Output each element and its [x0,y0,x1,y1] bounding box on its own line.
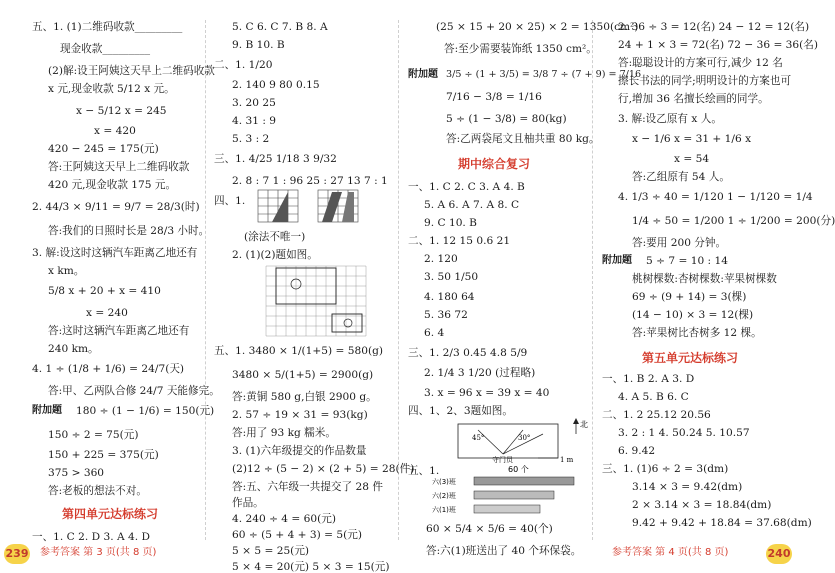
text-line: x − 5/12 x = 245 [76,105,167,117]
text-line: 答:我们的日照时长是 28/3 小时。 [48,225,210,237]
text-line: 4. 31 : 9 [232,115,276,127]
text-line: 答:这时这辆汽车距离乙地还有 [48,325,190,337]
text-line: 5. C 6. C 7. B 8. A [232,21,328,33]
section-tag: 附加题 [408,69,438,80]
text-line: (2)解:设王阿姨这天早上二维码收款 [48,65,215,77]
column-divider [592,20,593,540]
text-line: 5 ÷ 7 = 10 : 14 [646,255,728,267]
text-line: 作品。 [232,497,264,509]
text-line: x 元,现金收款 5/12 x 元。 [48,83,175,95]
text-line: 四、1. [214,195,246,207]
text-line: 5. A 6. A 7. A 8. C [424,199,520,211]
text-line: 60 ÷ (5 + 4 + 3) = 5(元) [232,529,363,541]
text-line: 答:六(1)班送出了 40 个环保袋。 [426,545,582,557]
text-line: 5. 3 : 2 [232,133,270,145]
text-line: 桃树棵数:杏树棵数:苹果树棵数 [632,273,777,285]
bar-row-label: 六(1)班 [432,506,456,514]
page-number-left: 239 [4,544,30,564]
bar-total-label: 60 个 [508,465,529,474]
text-line: 5/8 x + 20 + x = 410 [48,285,161,297]
text-line: 2. 36 ÷ 3 = 12(名) 24 − 12 = 12(名) [618,21,810,33]
section-heading: 第四单元达标练习 [62,507,159,521]
text-line: 3. 2 : 1 4. 50.24 5. 10.57 [618,427,750,439]
bar-row-label: 六(2)班 [432,492,456,500]
scale-label: 1 m [560,456,574,464]
text-line: 答:要用 200 分钟。 [632,237,727,249]
text-line: 4. 1 ÷ (1/8 + 1/6) = 24/7(天) [32,363,185,375]
grid-figure [266,266,366,336]
text-line: 3480 × 5/(1+5) = 2900(g) [232,369,374,381]
text-line: (涂法不唯一) [244,231,306,243]
text-line: 一、1. C 2. D 3. A 4. D [32,531,150,543]
angle-label: 30° [518,434,531,442]
section-heading: 第五单元达标练习 [642,351,739,365]
text-line: 五、1. [408,465,440,477]
text-line: 一、1. B 2. A 3. D [602,373,695,385]
text-line: 答:甲、乙两队合修 24/7 天能修完。 [48,385,220,397]
text-line: x = 240 [86,307,128,319]
angle-label: 45° [472,434,485,442]
text-line: 2. 57 ÷ 19 × 31 = 93(kg) [232,409,368,421]
footer-left: 参考答案 第 3 页(共 8 页) [40,547,157,558]
text-line: 4. 180 64 [424,291,475,303]
text-line: 3.14 × 3 = 9.42(dm) [632,481,743,493]
text-line: 2. 140 9 80 0.15 [232,79,320,91]
footer-right: 参考答案 第 4 页(共 8 页) [612,547,729,558]
text-line: 5 ÷ (1 − 3/8) = 80(kg) [446,113,567,125]
text-line: 行,增加 36 名擅长绘画的同学。 [618,93,769,105]
text-line: 三、1. 4/25 1/18 3 9/32 [214,153,337,165]
text-line: 2. (1)(2)题如图。 [232,249,318,261]
text-line: 答:乙两袋尾文且柚共重 80 kg。 [446,133,600,145]
text-line: 3. 20 25 [232,97,276,109]
text-line: 擦长书法的同学;明明设计的方案也可 [618,75,792,87]
text-line: 2 × 3.14 × 3 = 18.84(dm) [632,499,772,511]
text-line: 4. A 5. B 6. C [618,391,689,403]
text-line: 三、1. (1)6 ÷ 2 = 3(dm) [602,463,729,475]
text-line: 6. 9.42 [618,445,656,457]
text-line: (25 × 15 + 20 × 25) × 2 = 1350(cm²) [436,21,639,33]
text-line: 180 ÷ (1 − 1/6) = 150(元) [76,405,215,417]
field-diagram [448,418,588,462]
text-line: 240 km。 [48,343,99,355]
text-line: 5 × 5 = 25(元) [232,545,310,557]
text-line: 二、1. 12 15 0.6 21 [408,235,511,247]
text-line: 五、1. (1)二维码收款_________ [32,21,183,33]
shaded-shapes-figure [258,188,368,228]
text-line: 9. C 10. B [424,217,477,229]
bar-row-label: 六(3)班 [432,478,456,486]
text-line: 2. 1/4 3 1/20 (过程略) [424,367,536,379]
bar-diagram [430,464,590,518]
section-heading: 期中综合复习 [458,157,531,171]
text-line: 1/4 ÷ 50 = 1/200 1 ÷ 1/200 = 200(分) [632,215,835,227]
text-line: 69 ÷ (9 + 14) = 3(棵) [632,291,747,303]
text-line: 答:苹果树比杏树多 12 棵。 [632,327,762,339]
text-line: 一、1. C 2. C 3. A 4. B [408,181,525,193]
text-line: x = 54 [674,153,710,165]
text-line: 7/16 − 3/8 = 1/16 [446,91,542,103]
text-line: 9. B 10. B [232,39,285,51]
text-line: 150 ÷ 2 = 75(元) [48,429,139,441]
text-line: 9.42 + 9.42 + 18.84 = 37.68(dm) [632,517,812,529]
text-line: 答:用了 93 kg 糯米。 [232,427,336,439]
text-line: 4. 240 ÷ 4 = 60(元) [232,513,336,525]
text-line: 五、1. 3480 × 1/(1+5) = 580(g) [214,345,384,357]
text-line: 答:黄铜 580 g,白银 2900 g。 [232,391,377,403]
text-line: 答:五、六年级一共提交了 28 件 [232,481,383,493]
text-line: 6. 4 [424,327,445,339]
section-tag: 附加题 [32,405,62,416]
text-line: 答:聪聪设计的方案可行,减少 12 名 [618,57,783,69]
text-line: 四、1、2、3题如图。 [408,405,513,417]
text-line: 150 + 225 = 375(元) [48,449,159,461]
text-line: 3. x = 96 x = 39 x = 40 [424,387,550,399]
text-line: 24 + 1 × 3 = 72(名) 72 − 36 = 36(名) [618,39,819,51]
text-line: 5. 36 72 [424,309,468,321]
column-divider [205,20,206,540]
text-line: 5 × 4 = 20(元) 5 × 3 = 15(元) [232,561,390,573]
text-line: 3. (1)六年级提交的作品数量 [232,445,367,457]
text-line: 答:至少需要装饰纸 1350 cm²。 [444,43,597,55]
text-line: 3. 解:设这时这辆汽车距离乙地还有 [32,247,198,259]
text-line: 375 > 360 [48,467,105,479]
text-line: 现金收款_________ [60,43,151,55]
text-line: (14 − 10) × 3 = 12(棵) [632,309,754,321]
text-line: 60 × 5/4 × 5/6 = 40(个) [426,523,553,535]
text-line: 3. 解:设乙原有 x 人。 [618,113,722,125]
text-line: 420 元,现金收款 175 元。 [48,179,177,191]
text-line: 答:老板的想法不对。 [48,485,147,497]
text-line: 答:王阿姨这天早上二维码收款 [48,161,190,173]
column-divider [398,20,399,540]
gate-label: 守门员 [492,456,513,464]
north-label: 北 [580,420,588,429]
text-line: 二、1. 2 25.12 20.56 [602,409,711,421]
text-line: 2. 8 : 7 1 : 96 25 : 27 13 7 : 1 [232,175,388,187]
text-line: 3. 50 1/50 [424,271,479,283]
section-tag: 附加题 [602,255,632,266]
text-line: 4. 1/3 ÷ 40 = 1/120 1 − 1/120 = 1/4 [618,191,813,203]
text-line: 2. 44/3 × 9/11 = 9/7 = 28/3(时) [32,201,200,213]
text-line: x = 420 [94,125,136,137]
text-line: 答:乙组原有 54 人。 [632,171,730,183]
text-line: 二、1. 1/20 [214,59,273,71]
text-line: 三、1. 2/3 0.45 4.8 5/9 [408,347,528,359]
text-line: x − 1/6 x = 31 + 1/6 x [632,133,752,145]
text-line: 420 − 245 = 175(元) [48,143,159,155]
text-line: 2. 120 [424,253,458,265]
text-line: x km。 [48,265,85,277]
page-number-right: 240 [766,544,792,564]
text-line: (2)12 ÷ (5 − 2) × (2 + 5) = 28(件) [232,463,415,475]
text-line: 3/5 ÷ (1 + 3/5) = 3/8 7 ÷ (7 + 9) = 7/16 [446,69,642,80]
